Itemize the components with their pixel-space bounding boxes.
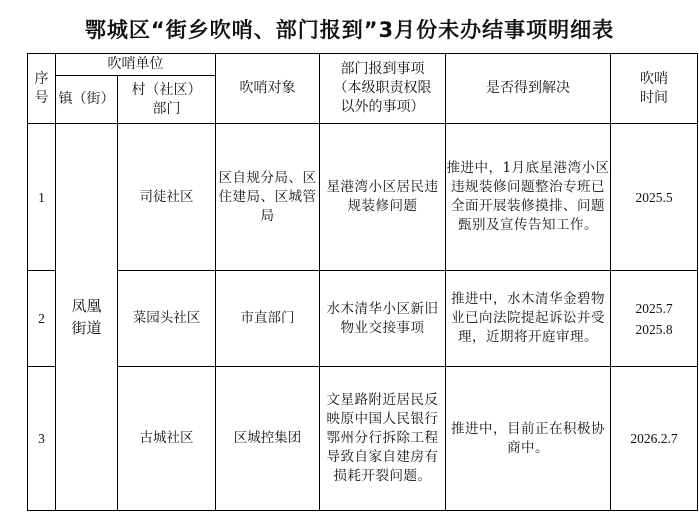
header-whistle-time — [611, 54, 698, 124]
row-time: 2026.2.7 — [611, 367, 698, 511]
row-issue: 水木清华小区新旧物业交接事项 — [320, 271, 446, 367]
table-row — [28, 271, 698, 367]
page-title: 鄂城区“街乡吹哨、部门报到”3月份未办结事项明细表 — [84, 18, 615, 42]
header-whistle-unit: 吹哨单位 — [56, 54, 216, 76]
row-time-line2: 2025.8 — [635, 321, 673, 337]
header-seq-line1: 序 — [34, 70, 49, 87]
row-target: 区自规分局、区住建局、区城管局 — [216, 124, 320, 271]
header-row-1 — [28, 54, 698, 76]
header-issue-line3: 以外的事项） — [340, 99, 425, 115]
town-line1: 凤凰 — [71, 297, 102, 315]
header-resolved: 是否得到解决 — [446, 54, 611, 124]
table-row — [28, 124, 698, 271]
header-town: 镇（街） — [56, 76, 118, 124]
row-seq: 3 — [28, 367, 56, 511]
header-village-line1: 村（社区） — [131, 81, 202, 98]
issues-table — [27, 53, 698, 511]
header-seq-line2: 号 — [34, 89, 49, 106]
row-time-line1: 2025.7 — [635, 300, 673, 316]
row-village: 菜园头社区 — [118, 271, 216, 367]
row-target: 区城控集团 — [216, 367, 320, 511]
row-seq: 1 — [28, 124, 56, 271]
row-target: 市直部门 — [216, 271, 320, 367]
header-time-line1: 吹哨 — [640, 70, 668, 87]
header-seq — [28, 54, 56, 124]
header-issue-line1: 部门报到事项 — [340, 61, 425, 77]
header-village — [118, 76, 216, 124]
row-issue: 文星路附近居民反映原中国人民银行鄂州分行拆除工程导致自家自建房有损耗开裂问题。 — [320, 367, 446, 511]
row-time: 2025.5 — [611, 124, 698, 271]
row-status: 推进中，1月底星港湾小区违规装修问题整治专班已全面开展装修摸排、问题甄别及宣传告知工作。 — [446, 124, 611, 271]
town-cell — [56, 124, 118, 511]
row-issue: 星港湾小区居民违规装修问题 — [320, 124, 446, 271]
table-row — [28, 367, 698, 511]
row-seq: 2 — [28, 271, 56, 367]
row-time — [611, 271, 698, 367]
header-issue — [320, 54, 446, 124]
header-issue-line2: （本级职责权限 — [333, 80, 432, 96]
header-village-line2: 部门 — [152, 100, 181, 117]
row-status: 推进中，水木清华金碧物业已向法院提起诉讼并受理，近期将开庭审理。 — [446, 271, 611, 367]
header-time-line2: 时间 — [640, 89, 668, 106]
header-target: 吹哨对象 — [216, 54, 320, 124]
row-village: 司徒社区 — [118, 124, 216, 271]
row-village: 古城社区 — [118, 367, 216, 511]
row-status: 推进中，目前正在积极协商中。 — [446, 367, 611, 511]
town-line2: 街道 — [71, 319, 102, 337]
